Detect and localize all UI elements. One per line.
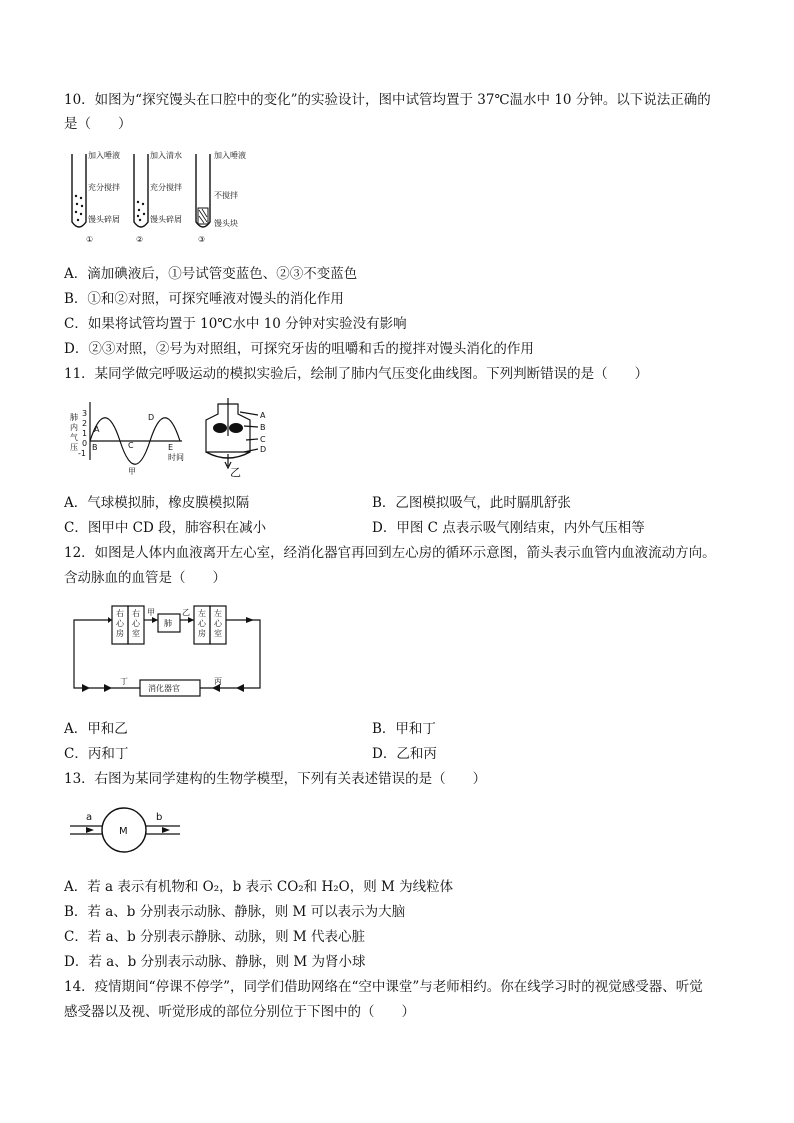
q12-option-c[interactable]: C．丙和丁: [64, 746, 129, 762]
label-left-ventricle-1: 左: [214, 609, 222, 618]
pressure-ylabel-1: 肺: [70, 413, 78, 422]
time-xlabel: 时间: [168, 453, 184, 462]
curve-point-d: D: [148, 413, 155, 422]
label-m: M: [119, 826, 128, 837]
q10-test-tube-figure: [64, 146, 254, 248]
ytick-3: 3: [82, 409, 88, 418]
q10-option-a[interactable]: A．滴加碘液后，①号试管变蓝色、②③不变蓝色: [64, 266, 358, 282]
label-right-atrium-1: 右: [116, 609, 124, 618]
caption-yi: 乙: [230, 466, 241, 479]
svg-text:心: 心: [132, 619, 140, 628]
tube3-mid-label: 不搅拌: [214, 191, 238, 200]
q10-option-b[interactable]: B．①和②对照，可探究唾液对馒头的消化作用: [64, 291, 344, 307]
q12-option-b[interactable]: B．甲和丁: [372, 721, 436, 737]
q12-option-d[interactable]: D．乙和丙: [372, 746, 437, 762]
svg-text:心: 心: [198, 619, 206, 628]
tube3-bottom-label: 馒头块: [214, 219, 238, 228]
pressure-ylabel-3: 气: [70, 433, 78, 442]
curve-point-c: C: [128, 441, 134, 450]
vessel-bing: [200, 620, 260, 688]
ytick-0: 0: [82, 439, 88, 448]
svg-text:房: 房: [198, 629, 206, 638]
q11-option-a[interactable]: A．气球模拟肺，橡皮膜模拟隔: [64, 495, 250, 511]
lung-label: 肺: [164, 619, 172, 628]
q11-stem: 11．某同学做完呼吸运动的模拟实验后，绘制了肺内气压变化曲线图。下列判断错误的是（ ）: [64, 366, 649, 382]
q13-model-figure: [66, 802, 186, 858]
tube2-number: ②: [136, 235, 144, 244]
tube2-bottom-label: 馒头碎屑: [150, 215, 182, 224]
balloon-label-c: C: [260, 435, 266, 444]
vessel-ding: [74, 620, 140, 688]
tube2-mid-label: 充分搅拌: [150, 183, 182, 192]
outflow-arrow: [162, 827, 170, 833]
q13-stem: 13．右图为某同学建构的生物学模型，下列有关表述错误的是（ ）: [64, 771, 487, 787]
q11-breathing-figure: [64, 390, 274, 485]
q12-option-a[interactable]: A．甲和乙: [64, 721, 128, 737]
balloon-label-a: A: [260, 411, 266, 420]
tube1-mid-label: 充分搅拌: [88, 183, 120, 192]
caption-jia: 甲: [128, 467, 136, 476]
q13-option-a[interactable]: A．若 a 表示有机物和 O₂，b 表示 CO₂和 H₂O，则 M 为线粒体: [64, 879, 454, 895]
balloon-label-d: D: [260, 445, 267, 454]
q14-stem-line2: 感受器以及视、听觉形成的部位分别位于下图中的（ ）: [64, 1004, 415, 1020]
pressure-ylabel-2: 内: [70, 423, 78, 432]
tube3-number: ③: [198, 235, 206, 244]
q11-option-d[interactable]: D．甲图 C 点表示吸气刚结束，内外气压相等: [372, 520, 645, 536]
ytick-neg1: -1: [78, 449, 86, 458]
inflow-arrow: [86, 827, 94, 833]
curve-point-b: B: [92, 443, 98, 452]
q10-stem-line1: 10．如图为“探究馒头在口腔中的变化”的实验设计，图中试管均置于 37℃温水中 10 分钟。以下说法正确的: [64, 92, 711, 108]
ytick-2: 2: [82, 419, 88, 428]
q12-stem-line1: 12．如图是人体内血液离开左心室，经消化器官再回到左心房的循环示意图，箭头表示血管内血液流动方向。: [64, 545, 716, 561]
pressure-ylabel-4: 压: [70, 443, 78, 452]
q10-stem-line2: 是（ ）: [64, 116, 132, 132]
vessel-yi-label: 乙: [182, 608, 190, 617]
q12-stem-line2: 含动脉血的血管是（ ）: [64, 570, 226, 586]
svg-text:房: 房: [116, 629, 124, 638]
balloon-left: [213, 423, 227, 433]
q13-option-b[interactable]: B．若 a、b 分别表示动脉、静脉，则 M 可以表示为大脑: [64, 904, 406, 920]
svg-text:室: 室: [132, 629, 140, 638]
q13-option-c[interactable]: C．若 a、b 分别表示静脉、动脉，则 M 代表心脏: [64, 929, 366, 945]
q11-option-b[interactable]: B．乙图模拟吸气，此时膈肌舒张: [372, 495, 571, 511]
ytick-1: 1: [82, 429, 88, 438]
label-right-ventricle-1: 右: [132, 609, 140, 618]
q14-stem-line1: 14．疫情期间“停课不停学”，同学们借助网络在“空中课堂”与老师相约。你在线学习时的视觉感受器、听觉: [64, 979, 703, 995]
tube3-top-label: 加入唾液: [214, 151, 246, 160]
vessel-ding-label: 丁: [120, 677, 128, 686]
svg-text:心: 心: [214, 619, 222, 628]
tube2-top-label: 加入清水: [150, 151, 182, 160]
q11-option-c[interactable]: C．图甲中 CD 段，肺容积在减小: [64, 520, 267, 536]
svg-text:室: 室: [214, 629, 222, 638]
q10-option-c[interactable]: C．如果将试管均置于 10℃水中 10 分钟对实验没有影响: [64, 316, 407, 332]
q10-option-d[interactable]: D．②③对照，②号为对照组，可探究牙齿的咀嚼和舌的搅拌对馒头消化的作用: [64, 341, 534, 357]
balloon-right: [229, 423, 243, 433]
q12-circulation-figure: [68, 600, 268, 708]
q13-option-d[interactable]: D．若 a、b 分别表示动脉、静脉，则 M 为肾小球: [64, 954, 366, 970]
label-b: b: [156, 812, 163, 823]
curve-point-a: A: [94, 425, 100, 434]
label-left-atrium-1: 左: [198, 609, 206, 618]
tube1-number: ①: [86, 235, 94, 244]
tube1-top-label: 加入唾液: [88, 151, 120, 160]
tube2: [134, 154, 148, 227]
curve-point-e: E: [168, 443, 174, 452]
label-a: a: [86, 812, 93, 823]
tube1-bottom-label: 馒头碎屑: [88, 215, 120, 224]
digestive-organ-label: 消化器官: [148, 684, 180, 693]
balloon-label-b: B: [260, 423, 266, 432]
svg-text:心: 心: [116, 619, 124, 628]
vessel-bing-label: 丙: [214, 677, 222, 686]
vessel-jia-label: 甲: [147, 608, 155, 617]
tube1: [72, 154, 86, 227]
